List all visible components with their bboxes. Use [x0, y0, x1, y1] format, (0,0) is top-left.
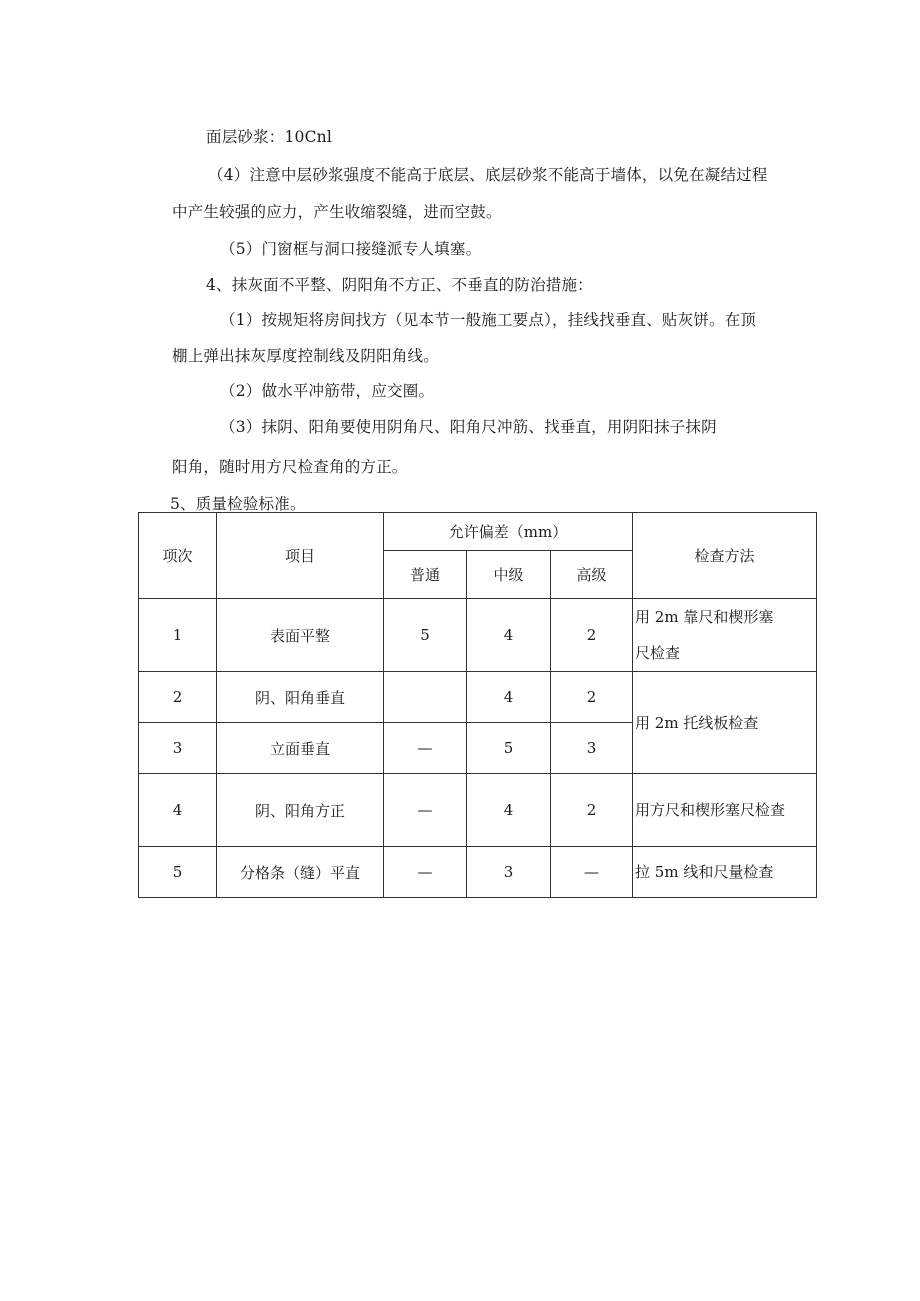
table-header-row [139, 513, 817, 551]
cell-item: 立面垂直 [217, 723, 384, 774]
header-item: 项目 [217, 513, 384, 599]
header-tolerance: 允许偏差（mm） [384, 513, 633, 551]
header-index: 项次 [139, 513, 217, 599]
quality-standard-table [138, 512, 817, 898]
table-row [139, 847, 817, 898]
header-method: 检查方法 [633, 513, 817, 599]
cell-high: 2 [551, 774, 633, 847]
section-heading-5: 5、质量检验标准。 [170, 495, 306, 513]
cell-item: 阴、阳角垂直 [217, 672, 384, 723]
cell-method: 用方尺和楔形塞尺检查 [633, 774, 817, 847]
paragraph-item-5: （5）门窗框与洞口接缝派专人填塞。 [220, 240, 482, 258]
cell-method [633, 599, 817, 672]
header-high: 高级 [551, 551, 633, 599]
paragraph-item-4: （4）注意中层砂浆强度不能高于底层、底层砂浆不能高于墙体，以免在凝结过程 [208, 166, 768, 184]
cell-index: 5 [139, 847, 217, 898]
cell-high: 3 [551, 723, 633, 774]
table-row [139, 774, 817, 847]
header-normal: 普通 [384, 551, 467, 599]
cell-index: 2 [139, 672, 217, 723]
cell-index: 3 [139, 723, 217, 774]
cell-medium: 4 [467, 774, 551, 847]
cell-medium: 3 [467, 847, 551, 898]
cell-medium: 4 [467, 599, 551, 672]
cell-normal: — [384, 774, 467, 847]
cell-index: 1 [139, 599, 217, 672]
cell-high: 2 [551, 599, 633, 672]
cell-normal [384, 672, 467, 723]
section-heading-4: 4、抹灰面不平整、阴阳角不方正、不垂直的防治措施： [206, 276, 593, 294]
paragraph-item-4-cont: 中产生较强的应力，产生收缩裂缝，进而空鼓。 [172, 203, 502, 221]
paragraph-measure-1: （1）按规矩将房间找方（见本节一般施工要点），挂线找垂直、贴灰饼。在顶 [220, 311, 757, 329]
cell-index: 4 [139, 774, 217, 847]
cell-item: 分格条（缝）平直 [217, 847, 384, 898]
cell-method: 用 2m 托线板检查 [633, 672, 817, 774]
cell-method-line-1: 用 2m 靠尺和楔形塞 [635, 608, 774, 626]
paragraph-measure-2: （2）做水平冲筋带，应交圈。 [220, 382, 435, 400]
cell-high: 2 [551, 672, 633, 723]
cell-method-line-2: 尺检查 [635, 644, 681, 662]
paragraph-mortar-surface: 面层砂浆：10Cnl [206, 128, 333, 146]
cell-normal: — [384, 847, 467, 898]
cell-item: 表面平整 [217, 599, 384, 672]
cell-medium: 4 [467, 672, 551, 723]
header-medium: 中级 [467, 551, 551, 599]
cell-item: 阴、阳角方正 [217, 774, 384, 847]
cell-normal: — [384, 723, 467, 774]
paragraph-measure-3-cont: 阳角，随时用方尺检查角的方正。 [172, 458, 408, 476]
paragraph-measure-3: （3）抹阴、阳角要使用阴角尺、阳角尺冲筋、找垂直，用阴阳抹子抹阴 [220, 418, 717, 436]
cell-medium: 5 [467, 723, 551, 774]
cell-normal: 5 [384, 599, 467, 672]
table-row [139, 599, 817, 672]
table-row [139, 672, 817, 723]
cell-high: — [551, 847, 633, 898]
cell-method: 拉 5m 线和尺量检查 [633, 847, 817, 898]
paragraph-measure-1-cont: 棚上弹出抹灰厚度控制线及阴阳角线。 [172, 347, 439, 365]
